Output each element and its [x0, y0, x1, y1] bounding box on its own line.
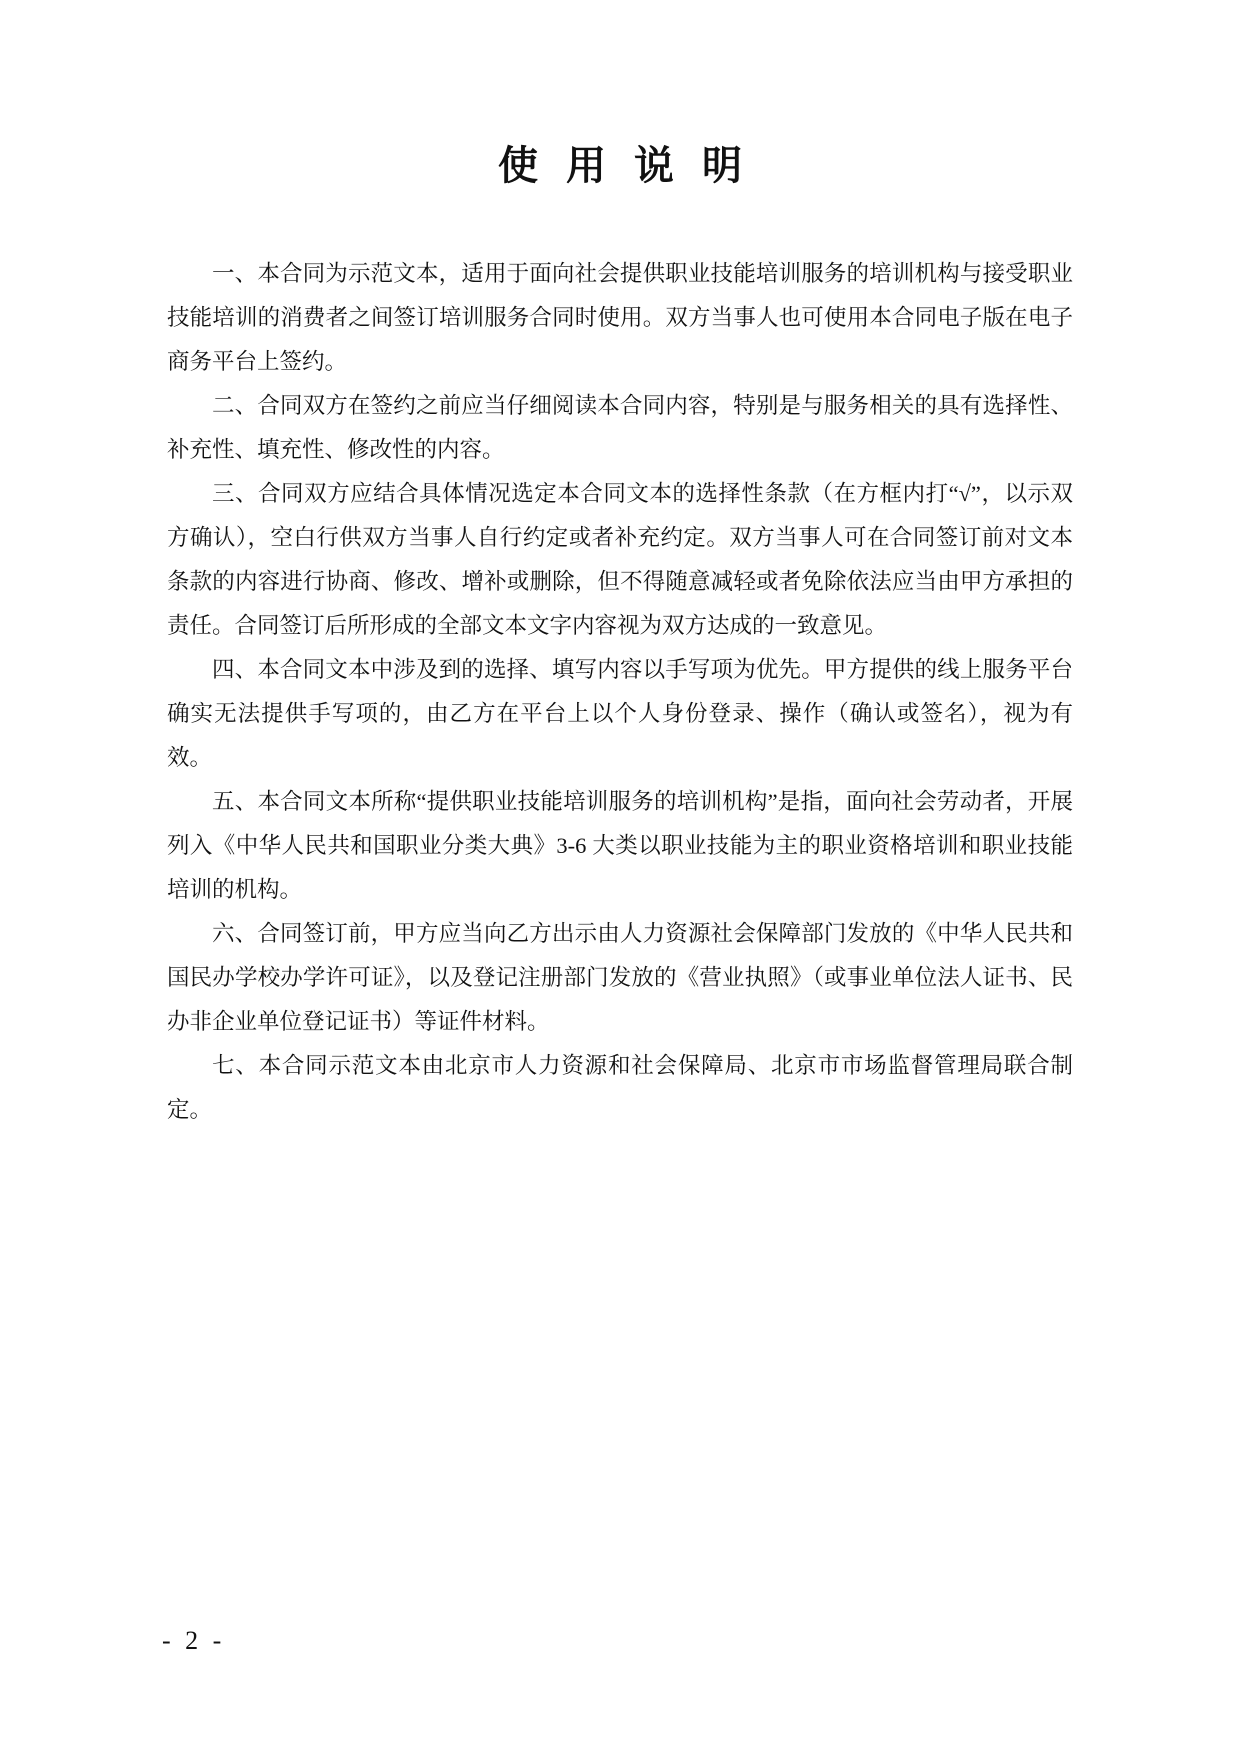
paragraph-4: 四、本合同文本中涉及到的选择、填写内容以手写项为优先。甲方提供的线上服务平台确实无法提供手写项的，由乙方在平台上以个人身份登录、操作（确认或签名），视为有效。	[167, 657, 1073, 770]
page-number: - 2 -	[162, 1626, 226, 1655]
paragraph-6: 六、合同签订前，甲方应当向乙方出示由人力资源社会保障部门发放的《中华人民共和国民办学校办学许可证》，以及登记注册部门发放的《营业执照》（或事业单位法人证书、民办非企业单位登记证书）等证件材料。	[167, 921, 1073, 1034]
paragraph-5: 五、本合同文本所称“提供职业技能培训服务的培训机构”是指，面向社会劳动者，开展列入《中华人民共和国职业分类大典》3-6 大类以职业技能为主的职业资格培训和职业技能培训的机构。	[167, 789, 1073, 902]
paragraph-3: 三、合同双方应结合具体情况选定本合同文本的选择性条款（在方框内打“√”，以示双方确认），空白行供双方当事人自行约定或者补充约定。双方当事人可在合同签订前对文本条款的内容进行协商、修改、增补或删除，但不得随意减轻或者免除依法应当由甲方承担的责任。合同签订后所形成的全部文本文字内容视为双方达成的一致意见。	[167, 481, 1073, 638]
paragraph-7: 七、本合同示范文本由北京市人力资源和社会保障局、北京市市场监督管理局联合制定。	[167, 1053, 1073, 1122]
paragraph-1: 一、本合同为示范文本，适用于面向社会提供职业技能培训服务的培训机构与接受职业技能培训的消费者之间签订培训服务合同时使用。双方当事人也可使用本合同电子版在电子商务平台上签约。	[167, 261, 1073, 374]
page-title: 使 用 说 明	[498, 143, 751, 188]
paragraph-2: 二、合同双方在签约之前应当仔细阅读本合同内容，特别是与服务相关的具有选择性、补充性、填充性、修改性的内容。	[167, 393, 1073, 462]
document-body	[167, 252, 1073, 1132]
